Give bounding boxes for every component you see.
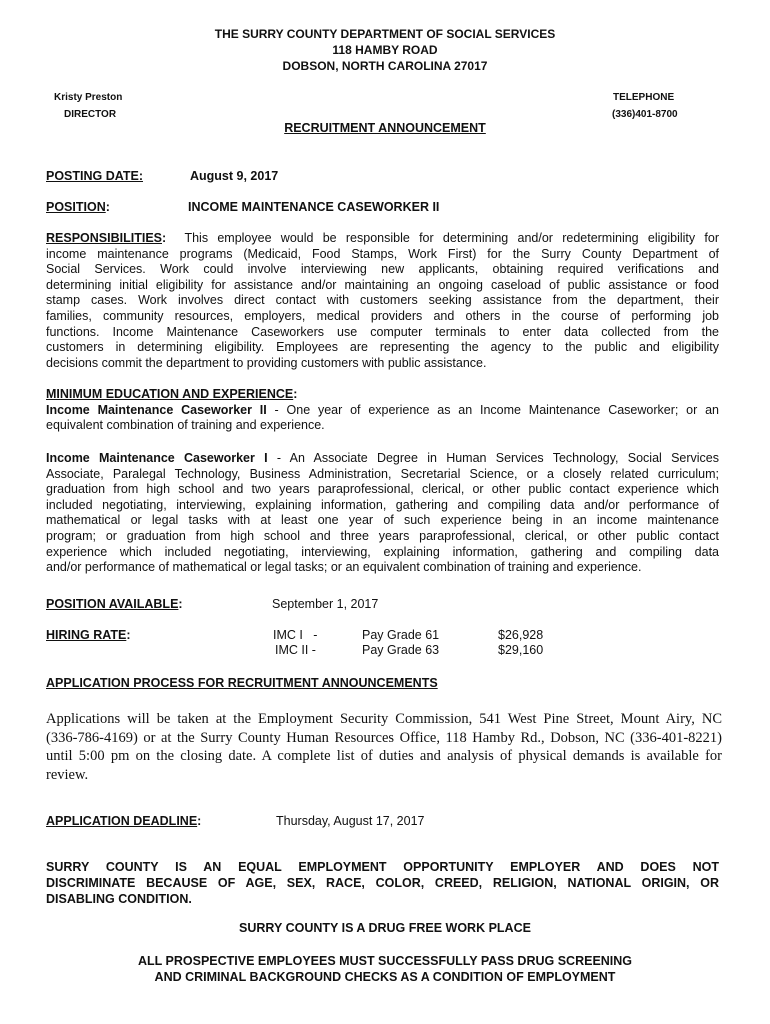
hiring-rate-label: HIRING RATE bbox=[46, 628, 127, 642]
responsibilities-line: determining initial eligibility for assistance and/or maintaining an ongoing caseload of public assistance or food bbox=[46, 277, 719, 292]
application-deadline-colon: : bbox=[197, 814, 202, 828]
document-title: RECRUITMENT ANNOUNCEMENT bbox=[284, 121, 486, 135]
imc1-line: graduation from high school and two years paraprofessional, clerical, or other public contact experience which bbox=[46, 482, 719, 497]
hiring-rate-grade: Pay Grade 61 bbox=[362, 628, 440, 642]
telephone-number: (336)401-8700 bbox=[612, 109, 678, 120]
telephone-label: TELEPHONE bbox=[613, 92, 675, 103]
hiring-rate-salary: $26,928 bbox=[498, 628, 544, 642]
responsibilities-line: customers in determining eligibility. Employees are representing the agency to the public and eligibility bbox=[46, 340, 719, 355]
position-colon: : bbox=[105, 200, 110, 214]
responsibilities-line: income maintenance programs (Medicaid, Food Stamps, Work First) for the Surry County Department of bbox=[46, 246, 719, 261]
imc1-line-1 bbox=[46, 451, 719, 467]
imc2-label: Income Maintenance Caseworker II bbox=[46, 402, 267, 417]
responsibilities-line: functions. Income Maintenance Caseworkers use computer terminals to enter data collected from the bbox=[46, 324, 719, 339]
hiring-rate-level: IMC I - bbox=[273, 628, 318, 642]
application-process-line: until 5:00 pm on the closing date. A complete list of duties and analysis of physical demands is available for bbox=[46, 748, 722, 764]
position-value: INCOME MAINTENANCE CASEWORKER II bbox=[188, 200, 440, 214]
director-title: DIRECTOR bbox=[64, 109, 117, 120]
agency-street: 118 HAMBY ROAD bbox=[332, 43, 438, 57]
application-process-line: Applications will be taken at the Employment Security Commission, 541 West Pine Street, Mount Airy, NC bbox=[46, 711, 722, 727]
application-process-heading: APPLICATION PROCESS FOR RECRUITMENT ANNOUNCEMENTS bbox=[46, 676, 438, 690]
imc1-paragraph bbox=[46, 451, 719, 576]
drug-free-statement: SURRY COUNTY IS A DRUG FREE WORK PLACE bbox=[239, 921, 531, 935]
agency-city: DOBSON, NORTH CAROLINA 27017 bbox=[282, 59, 488, 73]
responsibilities-line-1 bbox=[46, 231, 719, 247]
application-process-line: review. bbox=[46, 766, 89, 783]
position-available-colon: : bbox=[178, 597, 183, 611]
hiring-rate-level: IMC II - bbox=[275, 643, 316, 657]
responsibilities-colon: : bbox=[162, 231, 167, 245]
imc1-line: included negotiating, interviewing, explaining information, gathering and compiling data and/or performance of bbox=[46, 497, 719, 512]
application-process-line: (336-786-4169) or at the Surry County Human Resources Office, 118 Hamby Rd., Dobson, NC (336-401-8221) bbox=[46, 729, 722, 746]
imc1-line: Associate, Paralegal Technology, Business Administration, Secretarial Science, or a closely related curriculum; bbox=[46, 466, 719, 481]
position-label-row bbox=[46, 200, 110, 214]
education-section bbox=[46, 387, 719, 434]
responsibilities-line: stamp cases. Work involves direct contact with customers seeking assistance from the department, their bbox=[46, 293, 719, 308]
imc1-line: mathematical or legal tasks with at least one year of such experience being in an income maintenance bbox=[46, 513, 719, 528]
responsibilities-paragraph bbox=[46, 231, 719, 371]
screening-line-2: AND CRIMINAL BACKGROUND CHECKS AS A CONDITION OF EMPLOYMENT bbox=[154, 970, 616, 984]
hiring-rate-grade: Pay Grade 63 bbox=[362, 643, 440, 657]
director-name: Kristy Preston bbox=[54, 92, 123, 103]
eeo-line: DISCRIMINATE BECAUSE OF AGE, SEX, RACE, COLOR, CREED, RELIGION, NATIONAL ORIGIN, OR bbox=[46, 876, 719, 890]
imc1-line: and/or performance of mathematical or legal tasks; or an equivalent combination of training and experience. bbox=[46, 560, 642, 575]
imc1-line: program; or graduation from high school and three years paraprofessional, clerical, or other public contact bbox=[46, 528, 719, 543]
position-available-label: POSITION AVAILABLE bbox=[46, 597, 179, 611]
imc2-text: - One year of experience as an Income Maintenance Caseworker; or an bbox=[266, 402, 719, 417]
application-deadline-label: APPLICATION DEADLINE bbox=[46, 814, 198, 828]
responsibilities-label: RESPONSIBILITIES bbox=[46, 231, 162, 245]
agency-name: THE SURRY COUNTY DEPARTMENT OF SOCIAL SERVICES bbox=[214, 27, 556, 41]
position-available-value: September 1, 2017 bbox=[272, 597, 379, 611]
posting-date-value: August 9, 2017 bbox=[190, 169, 279, 183]
hiring-rate-label-row bbox=[46, 628, 131, 642]
posting-date-label: POSTING DATE: bbox=[46, 169, 143, 183]
imc2-line-2: equivalent combination of training and experience. bbox=[46, 418, 325, 433]
eeo-line: SURRY COUNTY IS AN EQUAL EMPLOYMENT OPPORTUNITY EMPLOYER AND DOES NOT bbox=[46, 860, 719, 874]
position-label: POSITION bbox=[46, 200, 106, 214]
responsibilities-line: families, community resources, employers, medical providers and others in the course of performing job bbox=[46, 308, 719, 323]
eeo-statement bbox=[46, 859, 719, 907]
imc1-line: experience which included negotiating, interviewing, explaining information, gathering and compiling data bbox=[46, 544, 719, 559]
education-label: MINIMUM EDUCATION AND EXPERIENCE bbox=[46, 387, 294, 401]
screening-line-1: ALL PROSPECTIVE EMPLOYEES MUST SUCCESSFULLY PASS DRUG SCREENING bbox=[137, 954, 633, 968]
position-available-label-row bbox=[46, 597, 183, 611]
application-process-paragraph bbox=[46, 710, 722, 784]
education-heading bbox=[46, 387, 719, 403]
imc2-line-1 bbox=[46, 403, 719, 419]
imc1-text: - An Associate Degree in Human Services Technology, Social Services bbox=[267, 451, 720, 465]
hiring-rate-colon: : bbox=[126, 628, 131, 642]
application-deadline-value: Thursday, August 17, 2017 bbox=[276, 814, 425, 828]
eeo-line: DISABLING CONDITION. bbox=[46, 892, 192, 906]
application-deadline-label-row bbox=[46, 814, 201, 828]
hiring-rate-salary: $29,160 bbox=[498, 643, 544, 657]
responsibilities-text: This employee would be responsible for determining and/or redetermining eligibility for bbox=[184, 231, 719, 245]
imc1-label: Income Maintenance Caseworker I bbox=[46, 451, 268, 465]
responsibilities-line: decisions commit the department to providing customers with public assistance. bbox=[46, 355, 487, 370]
education-colon: : bbox=[293, 387, 298, 401]
responsibilities-line: Social Services. Work could involve interviewing new applicants, obtaining required verifications and bbox=[46, 262, 719, 277]
